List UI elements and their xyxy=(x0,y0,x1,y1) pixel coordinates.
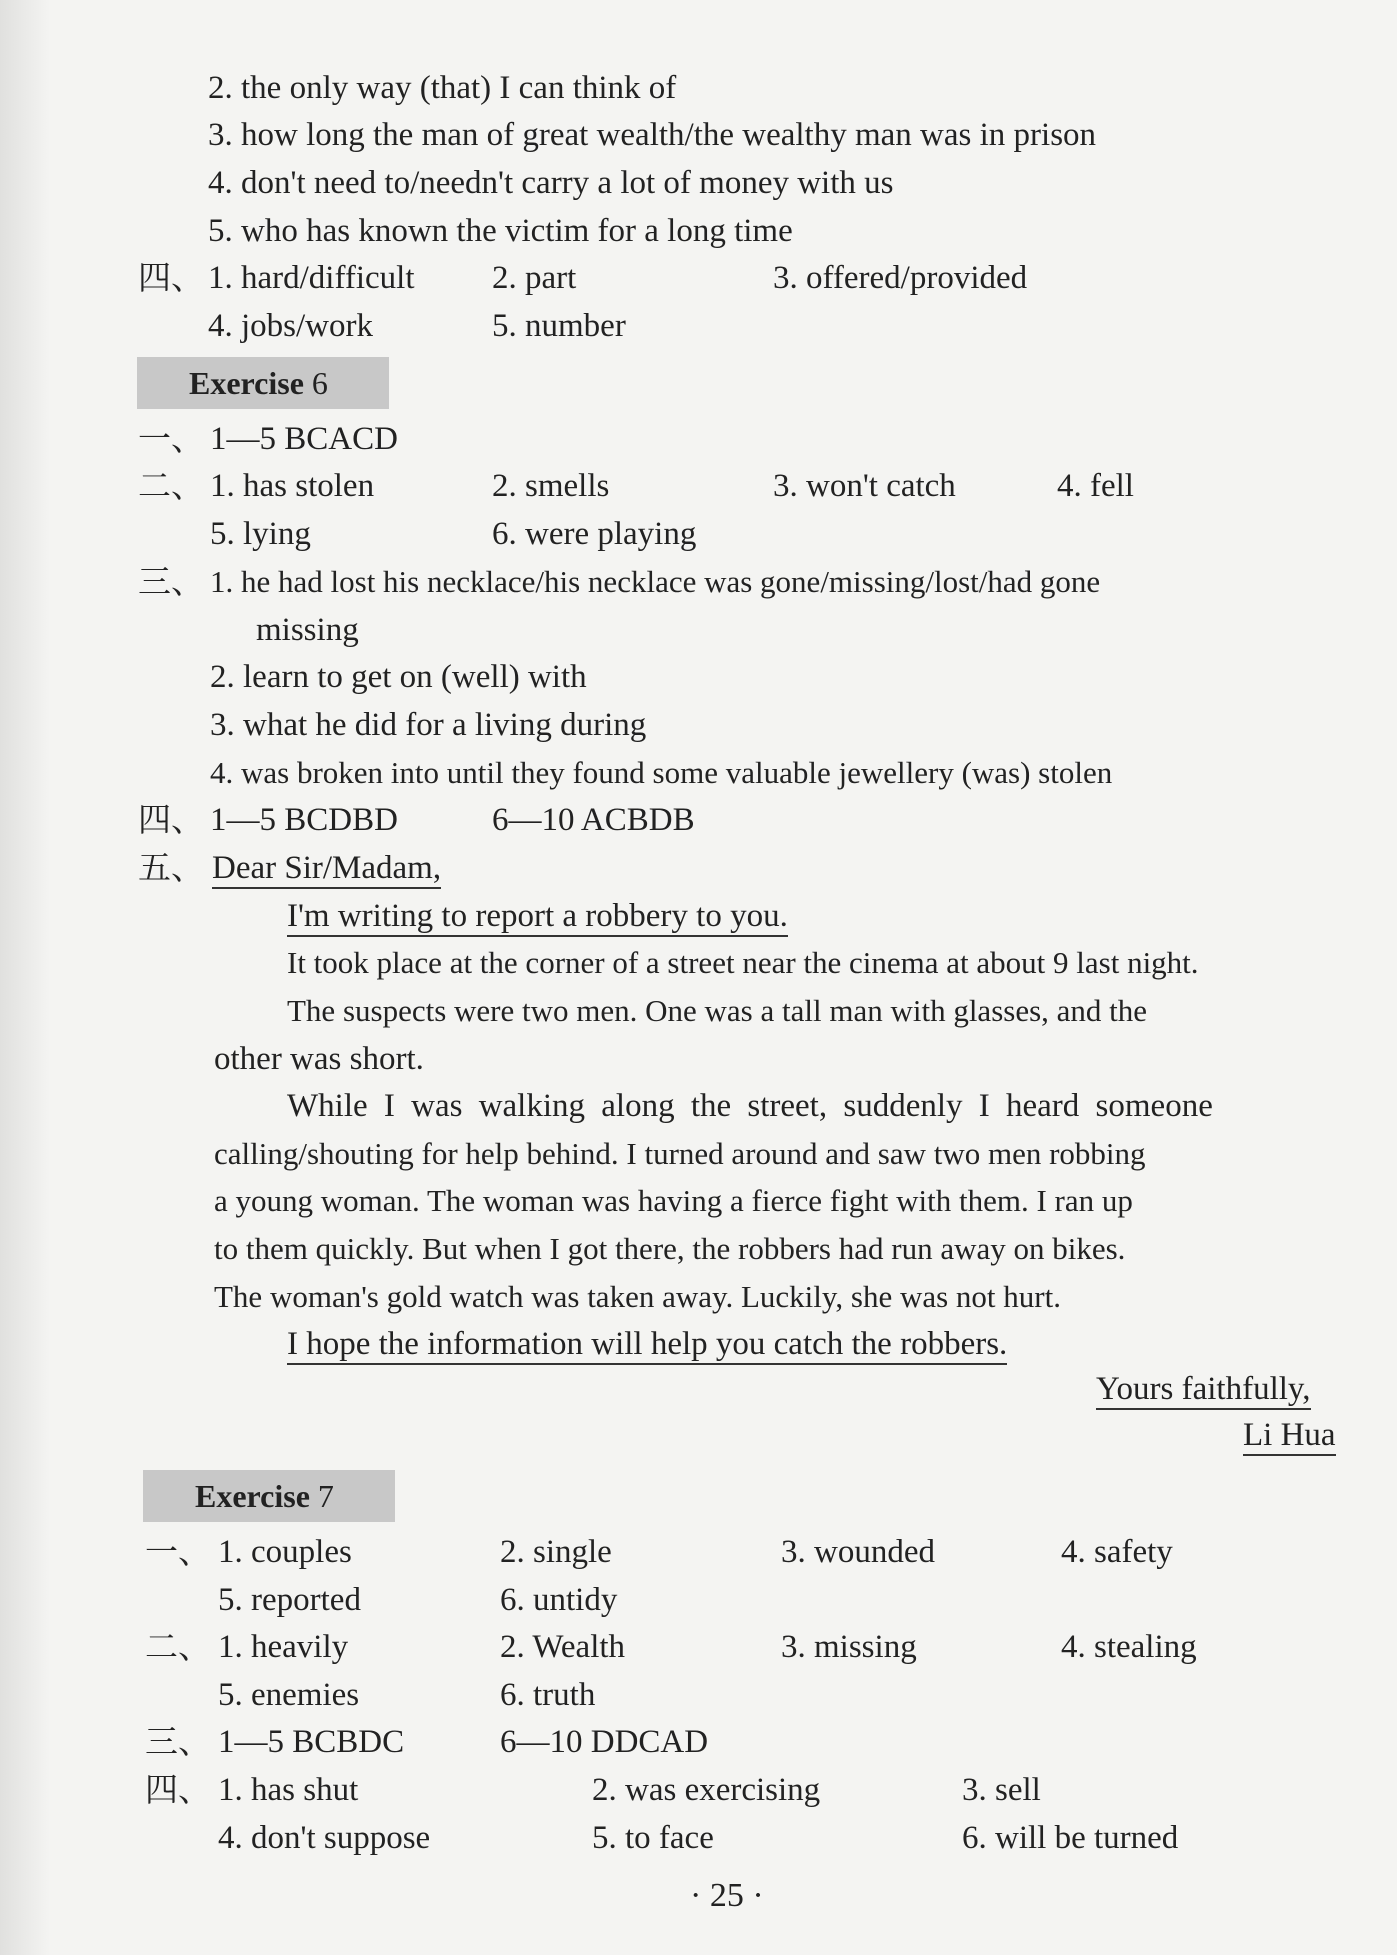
section-label: 五、 xyxy=(138,848,204,887)
answer-item: 2. Wealth xyxy=(500,1629,626,1665)
paragraph-text: I'm writing to report a robbery to you. xyxy=(287,898,788,937)
answer-item: 6. truth xyxy=(500,1677,596,1713)
answer-item: 6—10 ACBDB xyxy=(492,802,695,838)
page-edge-shadow xyxy=(0,0,50,1955)
answer-item: 3. missing xyxy=(781,1629,917,1665)
answer-item: 3. wounded xyxy=(781,1534,935,1570)
answer-item: 1—5 BCDBD xyxy=(210,802,398,838)
answer-item: 1. hard/difficult xyxy=(208,260,415,296)
answer-item: 5. enemies xyxy=(218,1677,360,1713)
answer-item: 1. has stolen xyxy=(210,468,375,504)
answer-line: 1. he had lost his necklace/his necklace was gone/missing/lost/had gone xyxy=(210,564,1101,599)
letter-closing xyxy=(1096,1369,1311,1409)
signature-text: Li Hua xyxy=(1243,1417,1336,1456)
letter-paragraph: other was short. xyxy=(214,1041,424,1077)
answer-item: 6. were playing xyxy=(492,516,697,552)
answer-item: 2. smells xyxy=(492,468,610,504)
letter-paragraph: While I was walking along the street, suddenly I heard someone xyxy=(287,1088,1213,1124)
answer-item: 4. safety xyxy=(1061,1534,1173,1570)
answer-line: missing xyxy=(256,612,359,648)
letter-greeting xyxy=(212,848,441,888)
answer-item: 3. won't catch xyxy=(773,468,956,504)
section-label: 二、 xyxy=(138,466,204,505)
letter-paragraph xyxy=(287,1324,1007,1364)
section-label: 三、 xyxy=(145,1722,211,1761)
answer-line: 3. what he did for a living during xyxy=(210,707,647,743)
section-label: 一、 xyxy=(138,419,204,458)
answer-item: 4. don't suppose xyxy=(218,1820,431,1856)
exercise-title: Exercise xyxy=(195,1478,310,1514)
answer-line: 2. the only way (that) I can think of xyxy=(208,70,677,106)
answer-item: 1—5 BCACD xyxy=(210,421,398,457)
letter-paragraph: a young woman. The woman was having a fierce fight with them. I ran up xyxy=(214,1183,1133,1218)
exercise-6-heading xyxy=(137,357,389,409)
answer-item: 1. couples xyxy=(218,1534,352,1570)
answer-item: 3. sell xyxy=(962,1772,1041,1808)
answer-item: 2. part xyxy=(492,260,577,296)
answer-line: 2. learn to get on (well) with xyxy=(210,659,587,695)
answer-item: 1—5 BCBDC xyxy=(218,1724,405,1760)
letter-paragraph: It took place at the corner of a street near the cinema at about 9 last night. xyxy=(287,945,1199,980)
answer-item: 2. single xyxy=(500,1534,612,1570)
letter-paragraph: The suspects were two men. One was a tall man with glasses, and the xyxy=(287,993,1148,1028)
answer-line: 4. don't need to/needn't carry a lot of money with us xyxy=(208,165,894,201)
answer-item: 4. fell xyxy=(1057,468,1134,504)
section-label: 一、 xyxy=(145,1532,211,1571)
letter-paragraph xyxy=(287,896,788,936)
answer-item: 6. will be turned xyxy=(962,1820,1179,1856)
answer-item: 2. was exercising xyxy=(592,1772,821,1808)
letter-paragraph: The woman's gold watch was taken away. Luckily, she was not hurt. xyxy=(214,1279,1061,1314)
answer-item: 4. jobs/work xyxy=(208,308,373,344)
section-label: 四、 xyxy=(145,1770,211,1809)
answer-line: 3. how long the man of great wealth/the wealthy man was in prison xyxy=(208,117,1097,153)
answer-item: 4. stealing xyxy=(1061,1629,1197,1665)
letter-signature xyxy=(1243,1415,1336,1455)
answer-item: 5. lying xyxy=(210,516,311,552)
page-number: · 25 · xyxy=(690,1877,764,1914)
answer-line: 5. who has known the victim for a long time xyxy=(208,213,793,249)
answer-item: 5. reported xyxy=(218,1582,361,1618)
answer-item: 1. has shut xyxy=(218,1772,359,1808)
answer-item: 5. number xyxy=(492,308,626,344)
paragraph-text: I hope the information will help you catch the robbers. xyxy=(287,1326,1007,1365)
section-label: 二、 xyxy=(145,1627,211,1666)
answer-item: 1. heavily xyxy=(218,1629,349,1665)
letter-paragraph: to them quickly. But when I got there, the robbers had run away on bikes. xyxy=(214,1231,1126,1266)
exercise-number: 7 xyxy=(317,1478,334,1514)
exercise-7-heading xyxy=(143,1470,395,1522)
section-label: 四、 xyxy=(138,258,204,297)
section-label: 四、 xyxy=(138,800,204,839)
answer-item: 6—10 DDCAD xyxy=(500,1724,709,1760)
exercise-title: Exercise xyxy=(189,365,304,401)
closing-text: Yours faithfully, xyxy=(1096,1371,1311,1410)
section-label: 三、 xyxy=(138,562,204,601)
answer-line: 4. was broken into until they found some valuable jewellery (was) stolen xyxy=(210,755,1113,790)
exercise-number: 6 xyxy=(311,365,328,401)
answer-item: 5. to face xyxy=(592,1820,714,1856)
answer-item: 3. offered/provided xyxy=(773,260,1028,296)
greeting-text: Dear Sir/Madam, xyxy=(212,850,441,889)
answer-item: 6. untidy xyxy=(500,1582,618,1618)
letter-paragraph: calling/shouting for help behind. I turned around and saw two men robbing xyxy=(214,1136,1146,1171)
